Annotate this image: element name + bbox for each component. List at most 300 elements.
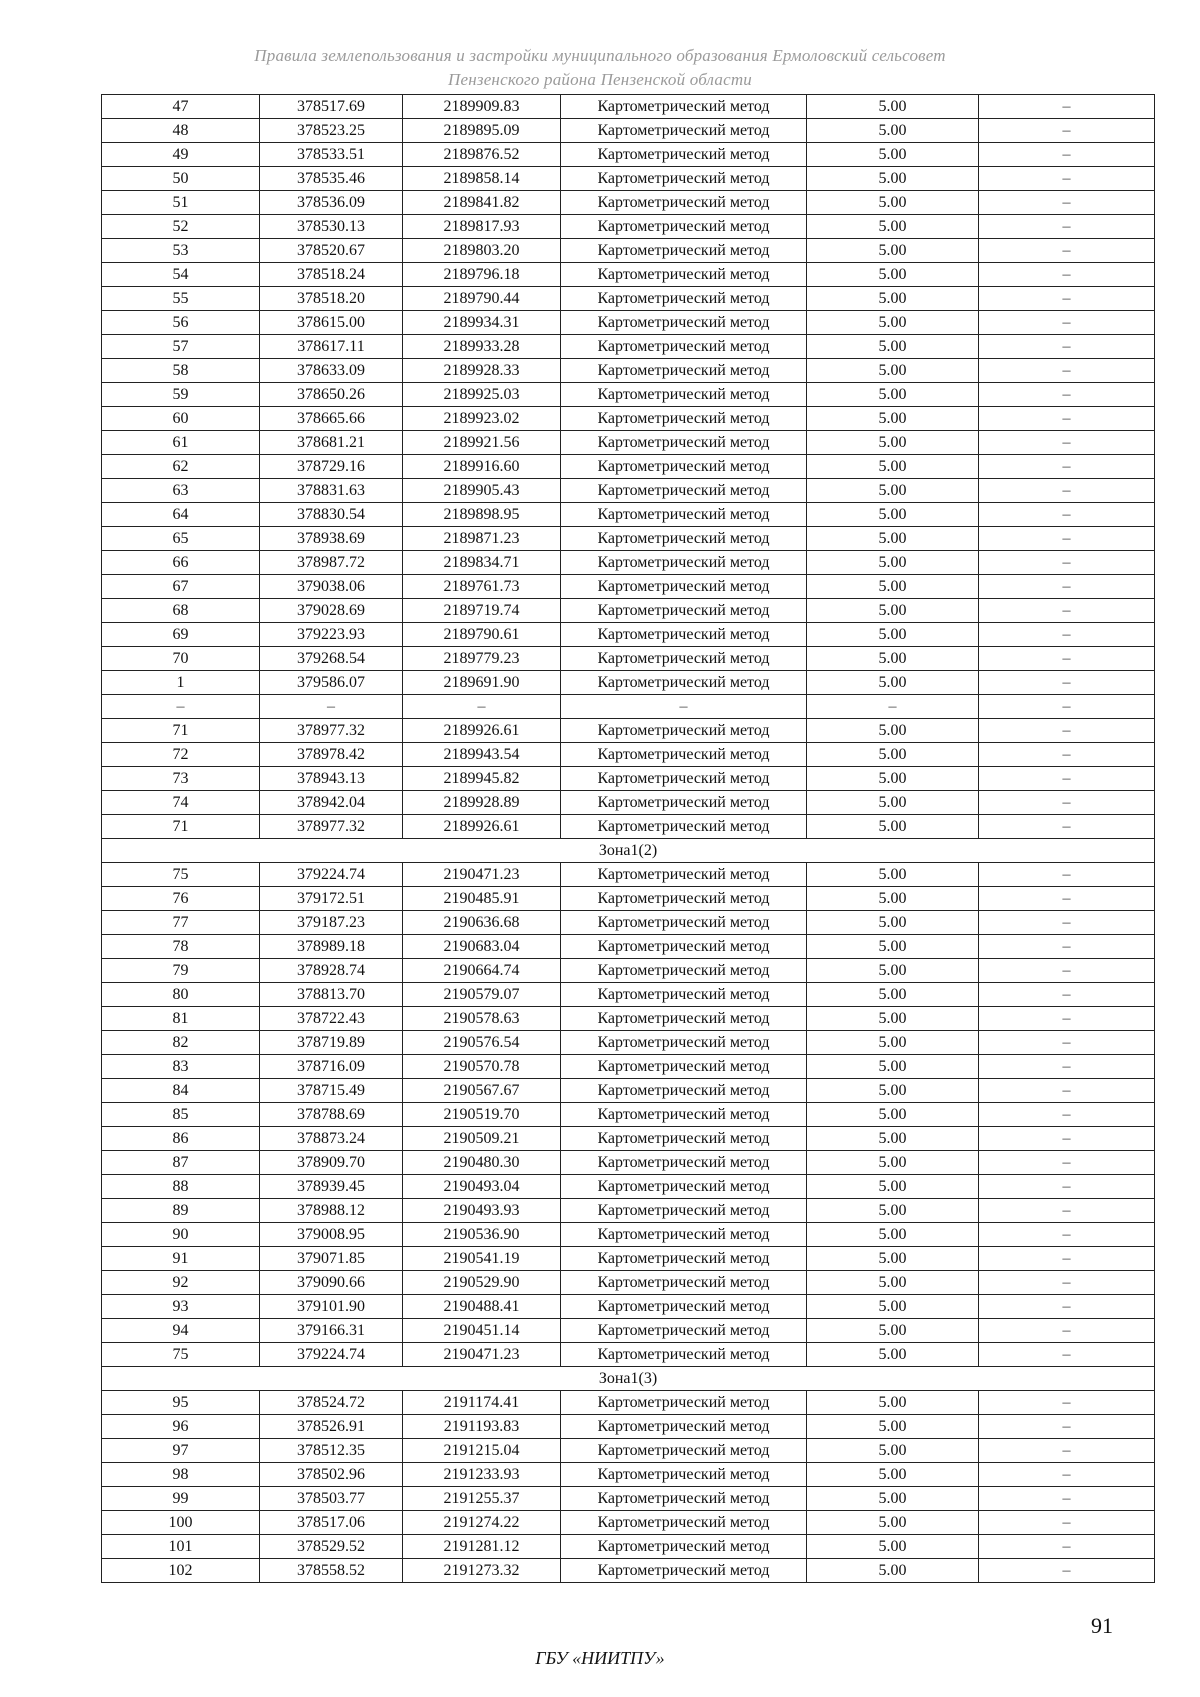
point-number-cell: 79 bbox=[102, 959, 260, 983]
method-cell: Картометрический метод bbox=[561, 1127, 807, 1151]
accuracy-cell: 5.00 bbox=[807, 719, 979, 743]
description-cell: – bbox=[979, 455, 1155, 479]
x-coordinate-cell: 378938.69 bbox=[260, 527, 403, 551]
point-number-cell: 78 bbox=[102, 935, 260, 959]
accuracy-cell: 5.00 bbox=[807, 1415, 979, 1439]
method-cell: Картометрический метод bbox=[561, 863, 807, 887]
y-coordinate-cell: 2189923.02 bbox=[403, 407, 561, 431]
point-number-cell: 76 bbox=[102, 887, 260, 911]
x-coordinate-cell: 378530.13 bbox=[260, 215, 403, 239]
description-cell: – bbox=[979, 1103, 1155, 1127]
x-coordinate-cell: 378831.63 bbox=[260, 479, 403, 503]
point-number-cell: 57 bbox=[102, 335, 260, 359]
method-cell: Картометрический метод bbox=[561, 455, 807, 479]
description-cell: – bbox=[979, 215, 1155, 239]
description-cell: – bbox=[979, 1079, 1155, 1103]
point-number-cell: 75 bbox=[102, 1343, 260, 1367]
accuracy-cell: 5.00 bbox=[807, 455, 979, 479]
point-number-cell: 65 bbox=[102, 527, 260, 551]
x-coordinate-cell: 379071.85 bbox=[260, 1247, 403, 1271]
point-number-cell: 102 bbox=[102, 1559, 260, 1583]
point-number-cell: 48 bbox=[102, 119, 260, 143]
table-row bbox=[102, 383, 1155, 407]
table-row bbox=[102, 791, 1155, 815]
point-number-cell: 67 bbox=[102, 575, 260, 599]
accuracy-cell: 5.00 bbox=[807, 767, 979, 791]
description-cell: – bbox=[979, 911, 1155, 935]
accuracy-cell: 5.00 bbox=[807, 1463, 979, 1487]
method-cell: Картометрический метод bbox=[561, 479, 807, 503]
accuracy-cell: 5.00 bbox=[807, 599, 979, 623]
coordinates-table-body bbox=[102, 95, 1155, 1583]
accuracy-cell: 5.00 bbox=[807, 1079, 979, 1103]
x-coordinate-cell: 378518.24 bbox=[260, 263, 403, 287]
x-coordinate-cell: 378503.77 bbox=[260, 1487, 403, 1511]
y-coordinate-cell: 2189779.23 bbox=[403, 647, 561, 671]
accuracy-cell: 5.00 bbox=[807, 383, 979, 407]
description-cell: – bbox=[979, 719, 1155, 743]
x-coordinate-cell: 378517.69 bbox=[260, 95, 403, 119]
point-number-cell: 94 bbox=[102, 1319, 260, 1343]
method-cell: Картометрический метод bbox=[561, 359, 807, 383]
y-coordinate-cell: 2189790.61 bbox=[403, 623, 561, 647]
description-cell: – bbox=[979, 287, 1155, 311]
accuracy-cell: 5.00 bbox=[807, 527, 979, 551]
y-coordinate-cell: 2190578.63 bbox=[403, 1007, 561, 1031]
x-coordinate-cell: 378978.42 bbox=[260, 743, 403, 767]
y-coordinate-cell: 2191193.83 bbox=[403, 1415, 561, 1439]
y-coordinate-cell: 2190570.78 bbox=[403, 1055, 561, 1079]
point-number-cell: 101 bbox=[102, 1535, 260, 1559]
x-coordinate-cell: 378729.16 bbox=[260, 455, 403, 479]
point-number-cell: 54 bbox=[102, 263, 260, 287]
point-number-cell: 73 bbox=[102, 767, 260, 791]
y-coordinate-cell: 2189934.31 bbox=[403, 311, 561, 335]
y-coordinate-cell: 2191255.37 bbox=[403, 1487, 561, 1511]
accuracy-cell: 5.00 bbox=[807, 119, 979, 143]
description-cell: – bbox=[979, 1319, 1155, 1343]
method-cell: Картометрический метод bbox=[561, 1007, 807, 1031]
table-row bbox=[102, 1415, 1155, 1439]
accuracy-cell: 5.00 bbox=[807, 1247, 979, 1271]
y-coordinate-cell: 2190683.04 bbox=[403, 935, 561, 959]
y-coordinate-cell: 2190579.07 bbox=[403, 983, 561, 1007]
table-row bbox=[102, 1295, 1155, 1319]
method-cell: Картометрический метод bbox=[561, 431, 807, 455]
point-number-cell: 96 bbox=[102, 1415, 260, 1439]
description-cell: – bbox=[979, 575, 1155, 599]
x-coordinate-cell: 378524.72 bbox=[260, 1391, 403, 1415]
description-cell: – bbox=[979, 1295, 1155, 1319]
point-number-cell: 51 bbox=[102, 191, 260, 215]
method-cell: Картометрический метод bbox=[561, 215, 807, 239]
zone-label: Зона1(2) bbox=[102, 839, 1155, 863]
header-line-2: Пензенского района Пензенской области bbox=[448, 70, 752, 89]
method-cell: Картометрический метод bbox=[561, 407, 807, 431]
description-cell: – bbox=[979, 767, 1155, 791]
method-cell: Картометрический метод bbox=[561, 599, 807, 623]
point-number-cell: 92 bbox=[102, 1271, 260, 1295]
description-cell: – bbox=[979, 1343, 1155, 1367]
point-number-cell: 66 bbox=[102, 551, 260, 575]
accuracy-cell: 5.00 bbox=[807, 935, 979, 959]
x-coordinate-cell: 378977.32 bbox=[260, 815, 403, 839]
x-coordinate-cell: 378928.74 bbox=[260, 959, 403, 983]
table-row bbox=[102, 455, 1155, 479]
method-cell: Картометрический метод bbox=[561, 1487, 807, 1511]
table-row bbox=[102, 1151, 1155, 1175]
point-number-cell: 55 bbox=[102, 287, 260, 311]
point-number-cell: 47 bbox=[102, 95, 260, 119]
x-coordinate-cell: 379038.06 bbox=[260, 575, 403, 599]
y-coordinate-cell: 2190488.41 bbox=[403, 1295, 561, 1319]
table-row bbox=[102, 311, 1155, 335]
method-cell: Картометрический метод bbox=[561, 383, 807, 407]
table-row bbox=[102, 191, 1155, 215]
point-number-cell: 64 bbox=[102, 503, 260, 527]
method-cell: Картометрический метод bbox=[561, 1391, 807, 1415]
method-cell: Картометрический метод bbox=[561, 1439, 807, 1463]
method-cell: Картометрический метод bbox=[561, 647, 807, 671]
method-cell: Картометрический метод bbox=[561, 263, 807, 287]
point-number-cell: 89 bbox=[102, 1199, 260, 1223]
x-coordinate-cell: 378989.18 bbox=[260, 935, 403, 959]
point-number-cell: 95 bbox=[102, 1391, 260, 1415]
point-number-cell: 86 bbox=[102, 1127, 260, 1151]
table-row bbox=[102, 671, 1155, 695]
y-coordinate-cell: 2189895.09 bbox=[403, 119, 561, 143]
method-cell: Картометрический метод bbox=[561, 1199, 807, 1223]
point-number-cell: 81 bbox=[102, 1007, 260, 1031]
y-coordinate-cell: 2190519.70 bbox=[403, 1103, 561, 1127]
x-coordinate-cell: 379008.95 bbox=[260, 1223, 403, 1247]
method-cell: Картометрический метод bbox=[561, 1055, 807, 1079]
accuracy-cell: 5.00 bbox=[807, 863, 979, 887]
y-coordinate-cell: 2189817.93 bbox=[403, 215, 561, 239]
point-number-cell: 49 bbox=[102, 143, 260, 167]
description-cell: – bbox=[979, 1415, 1155, 1439]
table-row bbox=[102, 1271, 1155, 1295]
accuracy-cell: 5.00 bbox=[807, 1199, 979, 1223]
method-cell: Картометрический метод bbox=[561, 1247, 807, 1271]
table-row bbox=[102, 1319, 1155, 1343]
x-coordinate-cell: 379224.74 bbox=[260, 1343, 403, 1367]
table-row bbox=[102, 551, 1155, 575]
table-row bbox=[102, 359, 1155, 383]
point-number-cell: – bbox=[102, 695, 260, 719]
description-cell: – bbox=[979, 743, 1155, 767]
zone-header-row bbox=[102, 1367, 1155, 1391]
y-coordinate-cell: 2189928.33 bbox=[403, 359, 561, 383]
point-number-cell: 53 bbox=[102, 239, 260, 263]
point-number-cell: 84 bbox=[102, 1079, 260, 1103]
table-row bbox=[102, 767, 1155, 791]
y-coordinate-cell: 2190485.91 bbox=[403, 887, 561, 911]
method-cell: Картометрический метод bbox=[561, 935, 807, 959]
y-coordinate-cell: 2190529.90 bbox=[403, 1271, 561, 1295]
description-cell: – bbox=[979, 1559, 1155, 1583]
accuracy-cell: 5.00 bbox=[807, 143, 979, 167]
description-cell: – bbox=[979, 1007, 1155, 1031]
point-number-cell: 63 bbox=[102, 479, 260, 503]
method-cell: Картометрический метод bbox=[561, 959, 807, 983]
accuracy-cell: 5.00 bbox=[807, 1127, 979, 1151]
page-number: 91 bbox=[1091, 1613, 1113, 1638]
table-row bbox=[102, 911, 1155, 935]
accuracy-cell: 5.00 bbox=[807, 239, 979, 263]
point-number-cell: 56 bbox=[102, 311, 260, 335]
method-cell: Картометрический метод bbox=[561, 311, 807, 335]
zone-label: Зона1(3) bbox=[102, 1367, 1155, 1391]
accuracy-cell: 5.00 bbox=[807, 1223, 979, 1247]
y-coordinate-cell: 2190471.23 bbox=[403, 863, 561, 887]
y-coordinate-cell: 2189796.18 bbox=[403, 263, 561, 287]
point-number-cell: 70 bbox=[102, 647, 260, 671]
point-number-cell: 58 bbox=[102, 359, 260, 383]
y-coordinate-cell: 2190541.19 bbox=[403, 1247, 561, 1271]
description-cell: – bbox=[979, 1031, 1155, 1055]
table-row bbox=[102, 575, 1155, 599]
point-number-cell: 98 bbox=[102, 1463, 260, 1487]
description-cell: – bbox=[979, 1535, 1155, 1559]
method-cell: Картометрический метод bbox=[561, 191, 807, 215]
method-cell: Картометрический метод bbox=[561, 1175, 807, 1199]
accuracy-cell: 5.00 bbox=[807, 623, 979, 647]
y-coordinate-cell: 2190493.93 bbox=[403, 1199, 561, 1223]
x-coordinate-cell: 378722.43 bbox=[260, 1007, 403, 1031]
table-row bbox=[102, 1463, 1155, 1487]
accuracy-cell: 5.00 bbox=[807, 1055, 979, 1079]
table-row bbox=[102, 815, 1155, 839]
x-coordinate-cell: 378517.06 bbox=[260, 1511, 403, 1535]
y-coordinate-cell: 2189916.60 bbox=[403, 455, 561, 479]
accuracy-cell: 5.00 bbox=[807, 1535, 979, 1559]
x-coordinate-cell: 378512.35 bbox=[260, 1439, 403, 1463]
x-coordinate-cell: 379224.74 bbox=[260, 863, 403, 887]
x-coordinate-cell: 378716.09 bbox=[260, 1055, 403, 1079]
table-row bbox=[102, 1127, 1155, 1151]
x-coordinate-cell: 378873.24 bbox=[260, 1127, 403, 1151]
point-number-cell: 62 bbox=[102, 455, 260, 479]
accuracy-cell: 5.00 bbox=[807, 1343, 979, 1367]
y-coordinate-cell: 2189876.52 bbox=[403, 143, 561, 167]
table-row bbox=[102, 1247, 1155, 1271]
accuracy-cell: 5.00 bbox=[807, 1151, 979, 1175]
method-cell: Картометрический метод bbox=[561, 167, 807, 191]
point-number-cell: 97 bbox=[102, 1439, 260, 1463]
x-coordinate-cell: 378987.72 bbox=[260, 551, 403, 575]
description-cell: – bbox=[979, 1487, 1155, 1511]
description-cell: – bbox=[979, 335, 1155, 359]
accuracy-cell: 5.00 bbox=[807, 215, 979, 239]
table-row bbox=[102, 407, 1155, 431]
table-row bbox=[102, 1031, 1155, 1055]
x-coordinate-cell: 378939.45 bbox=[260, 1175, 403, 1199]
description-cell: – bbox=[979, 647, 1155, 671]
x-coordinate-cell: 378533.51 bbox=[260, 143, 403, 167]
method-cell: Картометрический метод bbox=[561, 1079, 807, 1103]
method-cell: Картометрический метод bbox=[561, 1511, 807, 1535]
y-coordinate-cell: 2191215.04 bbox=[403, 1439, 561, 1463]
y-coordinate-cell: – bbox=[403, 695, 561, 719]
x-coordinate-cell: 378942.04 bbox=[260, 791, 403, 815]
point-number-cell: 61 bbox=[102, 431, 260, 455]
x-coordinate-cell: 378650.26 bbox=[260, 383, 403, 407]
y-coordinate-cell: 2189790.44 bbox=[403, 287, 561, 311]
x-coordinate-cell: 378830.54 bbox=[260, 503, 403, 527]
y-coordinate-cell: 2189921.56 bbox=[403, 431, 561, 455]
accuracy-cell: 5.00 bbox=[807, 335, 979, 359]
table-row bbox=[102, 887, 1155, 911]
table-row bbox=[102, 935, 1155, 959]
description-cell: – bbox=[979, 959, 1155, 983]
table-row bbox=[102, 95, 1155, 119]
description-cell: – bbox=[979, 95, 1155, 119]
x-coordinate-cell: 378617.11 bbox=[260, 335, 403, 359]
method-cell: Картометрический метод bbox=[561, 1319, 807, 1343]
y-coordinate-cell: 2190451.14 bbox=[403, 1319, 561, 1343]
method-cell: Картометрический метод bbox=[561, 767, 807, 791]
x-coordinate-cell: 379166.31 bbox=[260, 1319, 403, 1343]
accuracy-cell: 5.00 bbox=[807, 791, 979, 815]
method-cell: Картометрический метод bbox=[561, 1031, 807, 1055]
y-coordinate-cell: 2190664.74 bbox=[403, 959, 561, 983]
point-number-cell: 74 bbox=[102, 791, 260, 815]
table-row bbox=[102, 143, 1155, 167]
point-number-cell: 52 bbox=[102, 215, 260, 239]
x-coordinate-cell: 378633.09 bbox=[260, 359, 403, 383]
method-cell: Картометрический метод bbox=[561, 983, 807, 1007]
accuracy-cell: 5.00 bbox=[807, 1295, 979, 1319]
y-coordinate-cell: 2191233.93 bbox=[403, 1463, 561, 1487]
accuracy-cell: 5.00 bbox=[807, 1175, 979, 1199]
x-coordinate-cell: 378719.89 bbox=[260, 1031, 403, 1055]
table-row bbox=[102, 1055, 1155, 1079]
x-coordinate-cell: 378988.12 bbox=[260, 1199, 403, 1223]
description-cell: – bbox=[979, 527, 1155, 551]
table-row bbox=[102, 695, 1155, 719]
y-coordinate-cell: 2189719.74 bbox=[403, 599, 561, 623]
x-coordinate-cell: 379090.66 bbox=[260, 1271, 403, 1295]
method-cell: Картометрический метод bbox=[561, 1415, 807, 1439]
point-number-cell: 75 bbox=[102, 863, 260, 887]
point-number-cell: 68 bbox=[102, 599, 260, 623]
table-row bbox=[102, 527, 1155, 551]
description-cell: – bbox=[979, 791, 1155, 815]
method-cell: Картометрический метод bbox=[561, 1271, 807, 1295]
description-cell: – bbox=[979, 695, 1155, 719]
x-coordinate-cell: 378518.20 bbox=[260, 287, 403, 311]
y-coordinate-cell: 2191281.12 bbox=[403, 1535, 561, 1559]
point-number-cell: 99 bbox=[102, 1487, 260, 1511]
method-cell: Картометрический метод bbox=[561, 1343, 807, 1367]
description-cell: – bbox=[979, 863, 1155, 887]
x-coordinate-cell: 378523.25 bbox=[260, 119, 403, 143]
method-cell: Картометрический метод bbox=[561, 575, 807, 599]
accuracy-cell: 5.00 bbox=[807, 815, 979, 839]
description-cell: – bbox=[979, 383, 1155, 407]
accuracy-cell: – bbox=[807, 695, 979, 719]
y-coordinate-cell: 2189834.71 bbox=[403, 551, 561, 575]
table-row bbox=[102, 1559, 1155, 1583]
table-row bbox=[102, 743, 1155, 767]
description-cell: – bbox=[979, 1511, 1155, 1535]
description-cell: – bbox=[979, 167, 1155, 191]
table-row bbox=[102, 623, 1155, 647]
description-cell: – bbox=[979, 1391, 1155, 1415]
x-coordinate-cell: 379223.93 bbox=[260, 623, 403, 647]
method-cell: Картометрический метод bbox=[561, 1535, 807, 1559]
table-row bbox=[102, 263, 1155, 287]
table-row bbox=[102, 239, 1155, 263]
method-cell: Картометрический метод bbox=[561, 503, 807, 527]
table-row bbox=[102, 215, 1155, 239]
description-cell: – bbox=[979, 359, 1155, 383]
method-cell: Картометрический метод bbox=[561, 119, 807, 143]
method-cell: Картометрический метод bbox=[561, 527, 807, 551]
accuracy-cell: 5.00 bbox=[807, 1511, 979, 1535]
x-coordinate-cell: 378943.13 bbox=[260, 767, 403, 791]
x-coordinate-cell: – bbox=[260, 695, 403, 719]
description-cell: – bbox=[979, 1223, 1155, 1247]
y-coordinate-cell: 2189909.83 bbox=[403, 95, 561, 119]
x-coordinate-cell: 378788.69 bbox=[260, 1103, 403, 1127]
description-cell: – bbox=[979, 815, 1155, 839]
x-coordinate-cell: 378502.96 bbox=[260, 1463, 403, 1487]
table-row bbox=[102, 335, 1155, 359]
x-coordinate-cell: 379268.54 bbox=[260, 647, 403, 671]
table-row bbox=[102, 1223, 1155, 1247]
description-cell: – bbox=[979, 1247, 1155, 1271]
description-cell: – bbox=[979, 503, 1155, 527]
description-cell: – bbox=[979, 143, 1155, 167]
description-cell: – bbox=[979, 1199, 1155, 1223]
accuracy-cell: 5.00 bbox=[807, 551, 979, 575]
x-coordinate-cell: 379028.69 bbox=[260, 599, 403, 623]
point-number-cell: 80 bbox=[102, 983, 260, 1007]
method-cell: Картометрический метод bbox=[561, 1103, 807, 1127]
x-coordinate-cell: 379187.23 bbox=[260, 911, 403, 935]
point-number-cell: 50 bbox=[102, 167, 260, 191]
accuracy-cell: 5.00 bbox=[807, 263, 979, 287]
point-number-cell: 93 bbox=[102, 1295, 260, 1319]
x-coordinate-cell: 378977.32 bbox=[260, 719, 403, 743]
method-cell: – bbox=[561, 695, 807, 719]
point-number-cell: 87 bbox=[102, 1151, 260, 1175]
table-row bbox=[102, 1175, 1155, 1199]
page-footer: ГБУ «НИИТПУ» bbox=[535, 1648, 665, 1668]
x-coordinate-cell: 378529.52 bbox=[260, 1535, 403, 1559]
accuracy-cell: 5.00 bbox=[807, 575, 979, 599]
x-coordinate-cell: 378715.49 bbox=[260, 1079, 403, 1103]
table-row bbox=[102, 719, 1155, 743]
description-cell: – bbox=[979, 263, 1155, 287]
table-row bbox=[102, 479, 1155, 503]
y-coordinate-cell: 2189898.95 bbox=[403, 503, 561, 527]
method-cell: Картометрический метод bbox=[561, 911, 807, 935]
accuracy-cell: 5.00 bbox=[807, 743, 979, 767]
description-cell: – bbox=[979, 599, 1155, 623]
method-cell: Картометрический метод bbox=[561, 1463, 807, 1487]
y-coordinate-cell: 2190493.04 bbox=[403, 1175, 561, 1199]
point-number-cell: 60 bbox=[102, 407, 260, 431]
y-coordinate-cell: 2189905.43 bbox=[403, 479, 561, 503]
table-row bbox=[102, 1439, 1155, 1463]
y-coordinate-cell: 2191274.22 bbox=[403, 1511, 561, 1535]
method-cell: Картометрический метод bbox=[561, 1295, 807, 1319]
accuracy-cell: 5.00 bbox=[807, 671, 979, 695]
y-coordinate-cell: 2189933.28 bbox=[403, 335, 561, 359]
